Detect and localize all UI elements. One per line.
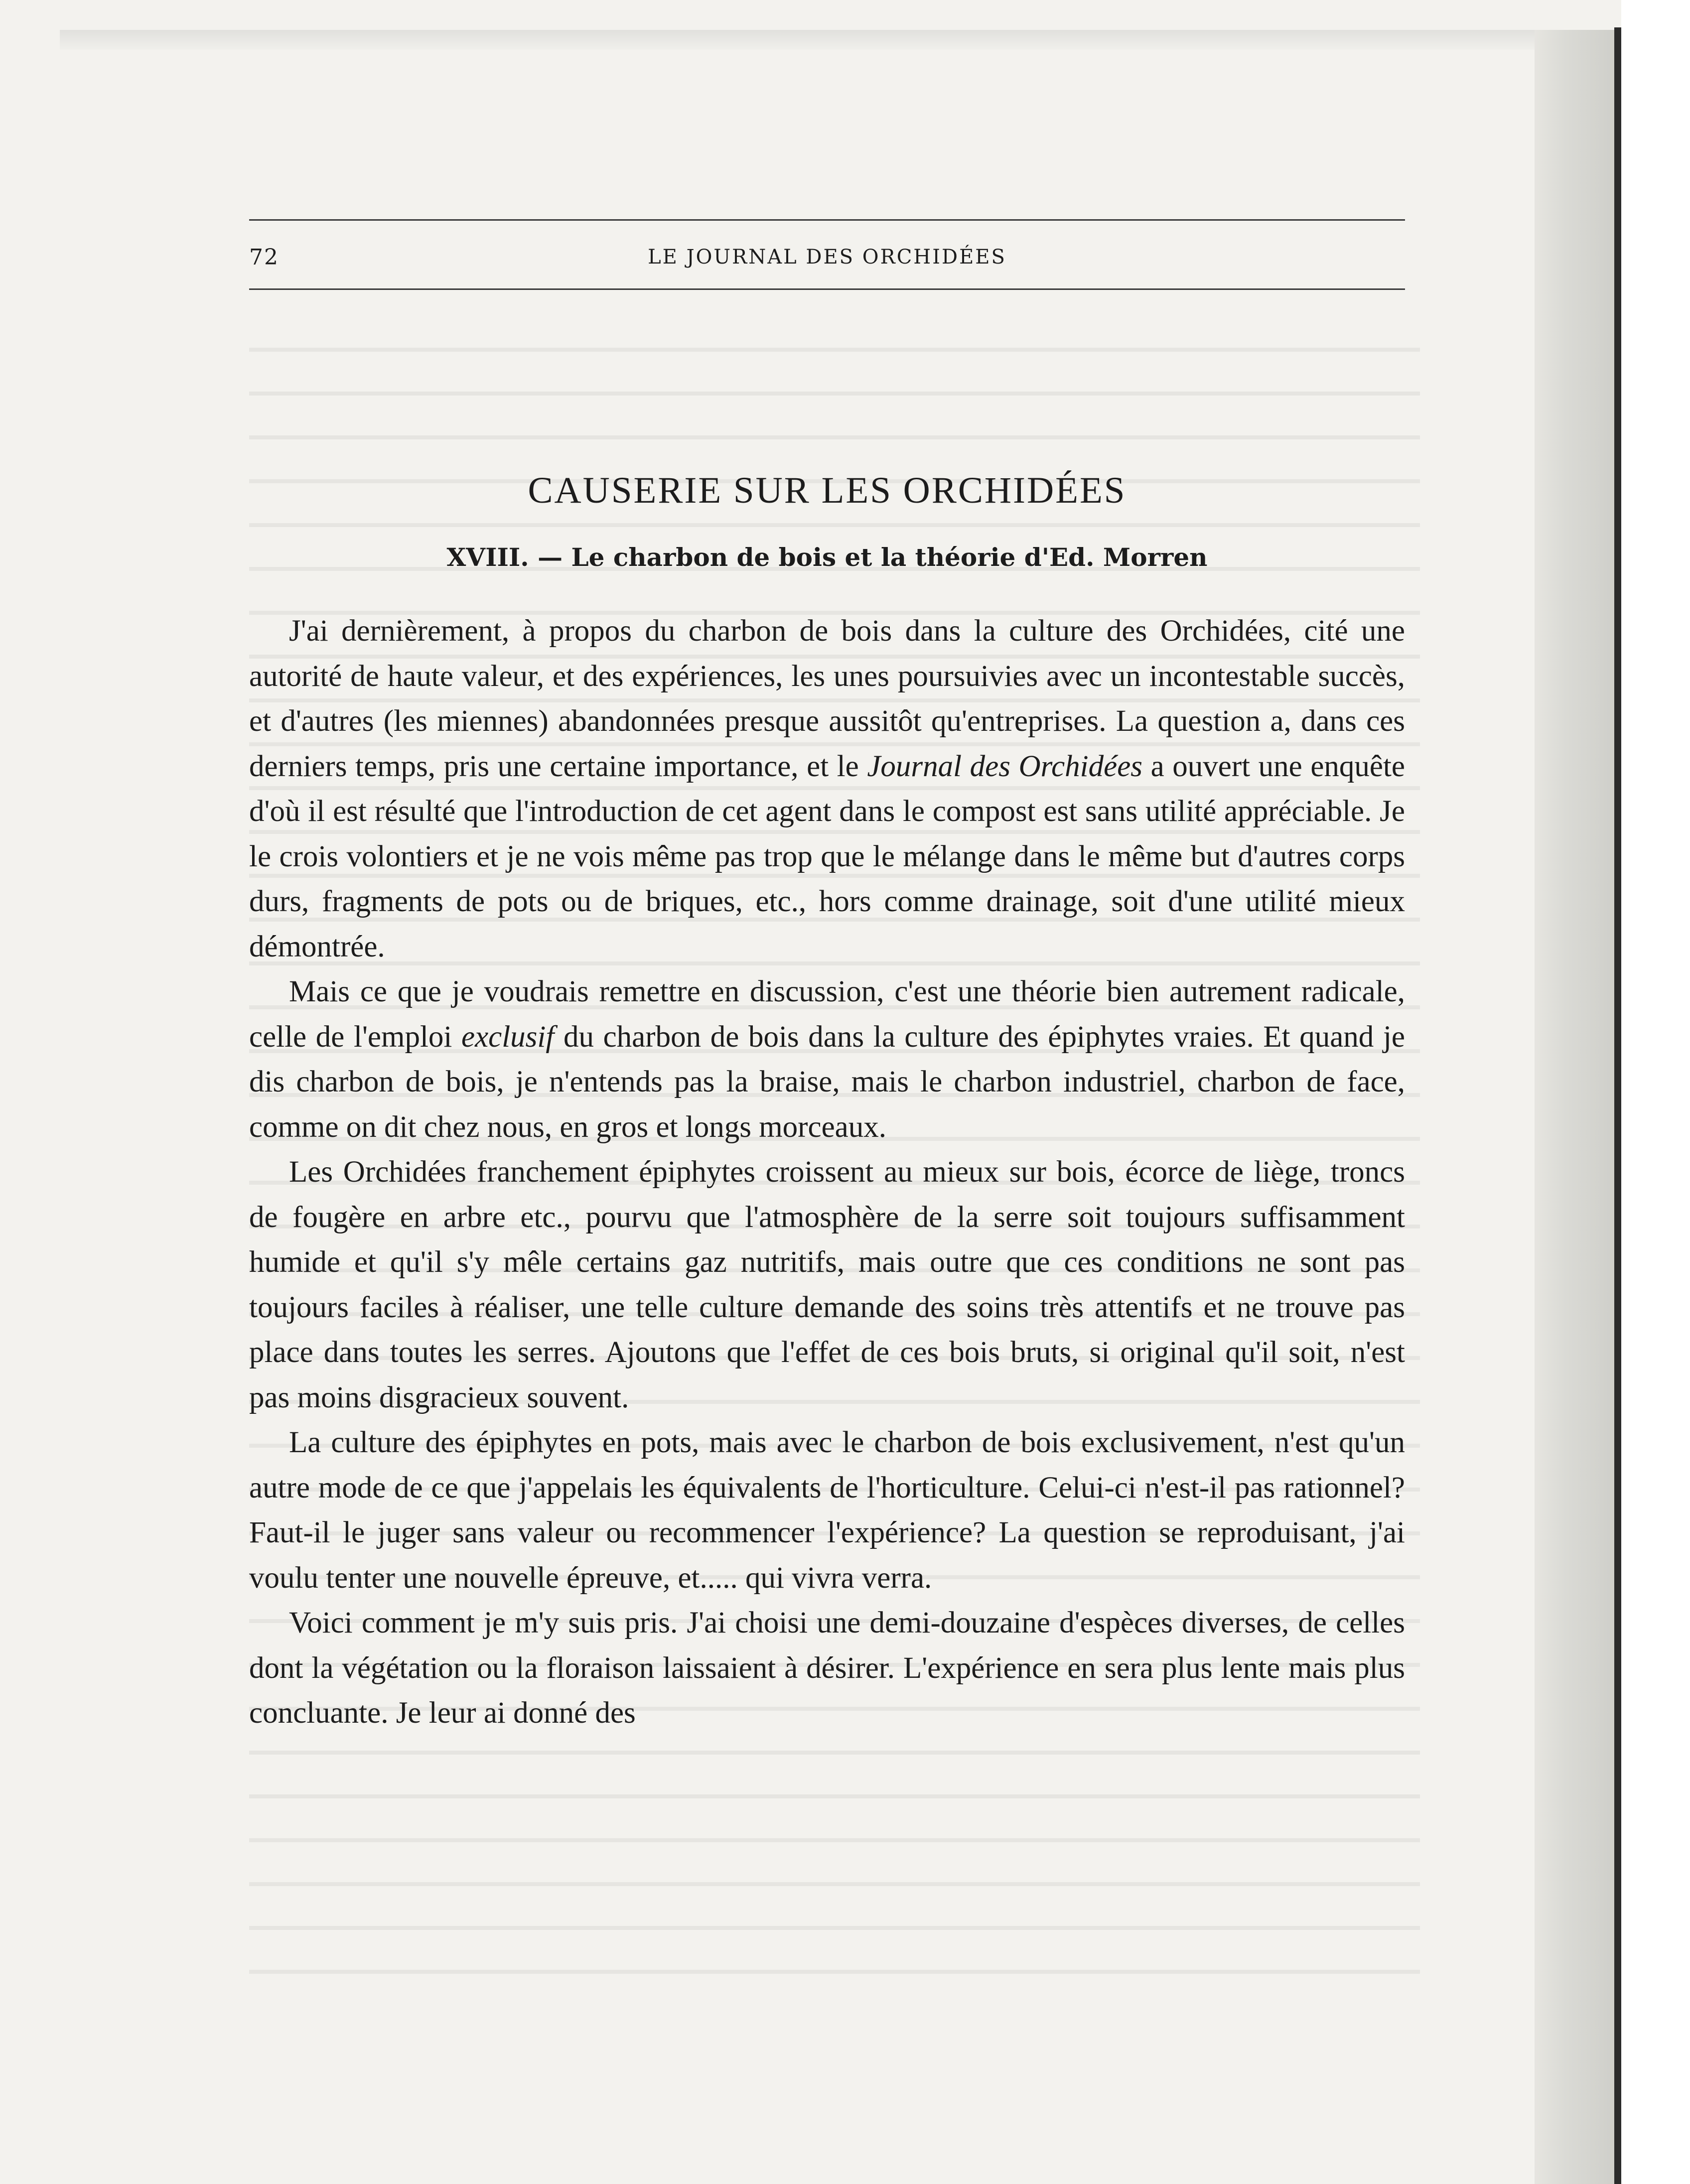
journal-title: LE JOURNAL DES ORCHIDÉES [648, 246, 1006, 269]
text-run: Voici comment je m'y suis pris. J'ai choisi une demi-douzaine d'espèces diverses, de celles dont la végétation ou la floraison laissaient à désirer. L'expérience en sera plus lente mais plus concluante. Je leur ai donné des [249, 1606, 1405, 1730]
text-run: du charbon de bois dans la culture des épiphytes vraies. Et quand je dis charbon de bois, je n'entends pas la braise, mais le charbon industriel, charbon de face, comme on dit chez nous, en gros et longs morceaux. [249, 1020, 1405, 1144]
italic-journal-name: Journal des Orchidées [867, 749, 1143, 783]
page-number: 72 [249, 245, 279, 270]
scan-shadow-right [1535, 30, 1614, 2184]
scan-outside-area [1621, 0, 1690, 2184]
text-run: a ouvert une enquête d'où il est résulté que l'introduction de cet agent dans le compost est sans utilité appréciable. Je le crois volontiers et je ne vois même pas trop que le mélange dans le même but d'autres corps durs, fragments de pots ou de briques, etc., hors comme drainage, soit d'une utilité mieux démontrée. [249, 749, 1405, 963]
article-body [249, 609, 1405, 1736]
paragraph [249, 609, 1405, 969]
article-subtitle: XVIII. — Le charbon de bois et la théorie d'Ed. Morren [446, 543, 1208, 572]
running-head [249, 221, 1405, 288]
italic-emphasis: exclusif [461, 1020, 555, 1054]
paragraph [249, 1601, 1405, 1736]
text-run: Les Orchidées franchement épiphytes croissent au mieux sur bois, écorce de liège, troncs de fougère en arbre etc., pourvu que l'atmosphère de la serre soit toujours suffisamment humide et qu'il s'y mêle certains gaz nutritifs, mais outre que ces conditions ne sont pas toujours faciles à réaliser, une telle culture demande des soins très attentifs et ne trouve pas place dans toutes les serres. Ajoutons que l'effet de ces bois bruts, si original qu'il soit, n'est pas moins disgracieux souvent. [249, 1155, 1405, 1414]
scan-shadow-top [60, 30, 1604, 50]
scan-page-edge [1614, 27, 1621, 2184]
article-title: CAUSERIE SUR LES ORCHIDÉES [528, 470, 1127, 511]
journal-page [249, 219, 1405, 1736]
text-run: Mais ce que je voudrais remettre en discussion, c'est une théorie bien autrement radicale, celle de l'emploi [249, 975, 1405, 1054]
paragraph [249, 1420, 1405, 1601]
header-rule-bottom [249, 288, 1405, 290]
text-run: La culture des épiphytes en pots, mais avec le charbon de bois exclusivement, n'est qu'un autre mode de ce que j'appelais les équivalents de l'horticulture. Celui-ci n'est-il pas rationnel? Faut-il le juger sans valeur ou recommencer l'expérience? La question se reproduisant, j'ai voulu tenter une nouvelle épreuve, et..... qui vivra verra. [249, 1426, 1405, 1595]
paragraph [249, 1150, 1405, 1420]
text-run: J'ai dernièrement, à propos du charbon de bois dans la culture des Orchidées, cité une autorité de haute valeur, et des expériences, les unes poursuivies avec un incontestable succès, et d'autres (les miennes) abandonnées presque aussitôt qu'entreprises. La question a, dans ces derniers temps, pris une certaine importance, et le [249, 614, 1405, 783]
paragraph [249, 969, 1405, 1150]
